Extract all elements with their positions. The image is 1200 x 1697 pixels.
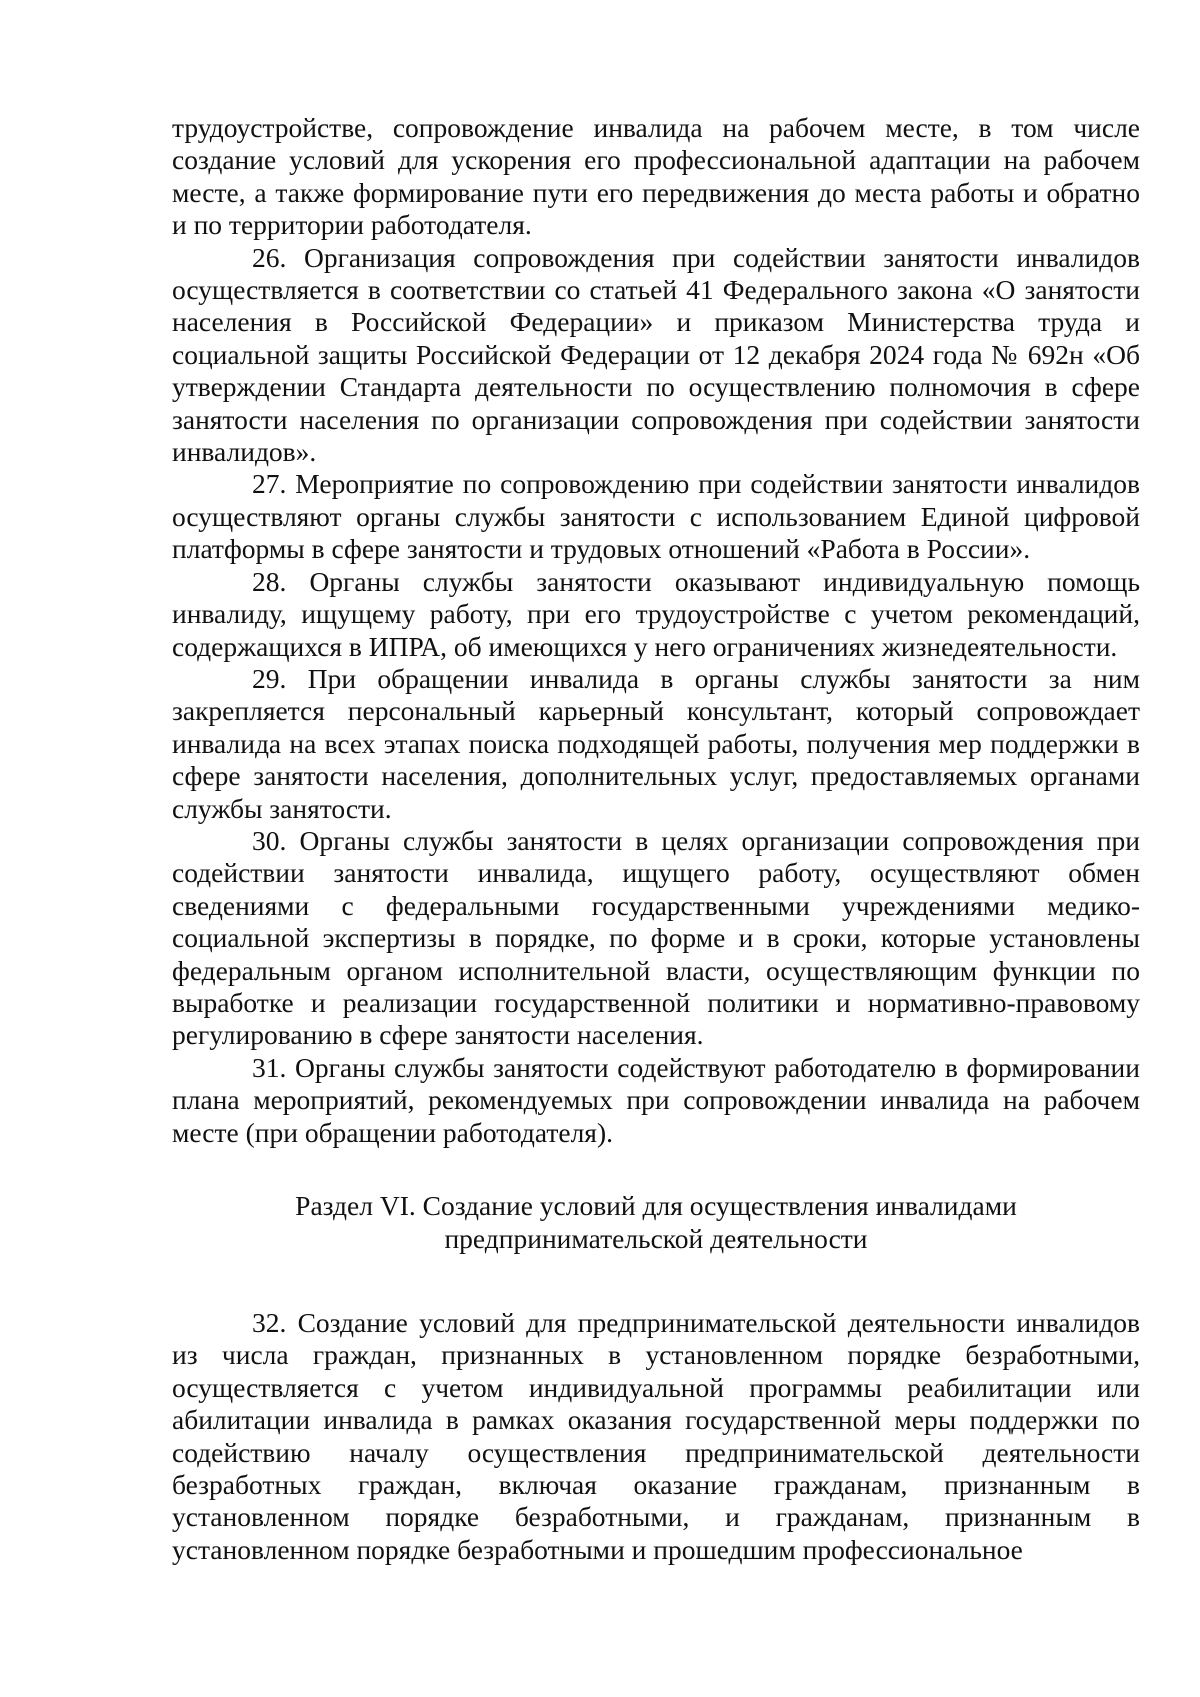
paragraph-28: 28. Органы службы занятости оказывают индивидуальную помощь инвалиду, ищущему работу, при его трудоустройстве с учетом рекомендаций, содержащихся в ИПРА, об имеющихся у него ограничениях жизнедеятельности. bbox=[172, 565, 1140, 662]
paragraph-30: 30. Органы службы занятости в целях организации сопровождения при содействии занятости инвалида, ищущего работу, осуществляют обмен сведениями с федеральными государственными учреждениями медико-социальной экспертизы в порядке, по форме и в сроки, которые установлены федеральным органом исполнительной власти, осуществляющим функции по выработке и реализации государственной политики и нормативно-правовому регулированию в сфере занятости населения. bbox=[172, 824, 1140, 1051]
section-heading-line-2: предпринимательской деятельности bbox=[444, 1223, 868, 1254]
paragraph-26: 26. Организация сопровождения при содействии занятости инвалидов осуществляется в соответствии со статьей 41 Федерального закона «О занятости населения в Российской Федерации» и приказом Министерства труда и социальной защиты Российской Федерации от 12 декабря 2024 года № 692н «Об утверждении Стандарта деятельности по осуществлению полномочия в сфере занятости населения по организации сопровождения при содействии занятости инвалидов». bbox=[172, 241, 1140, 468]
paragraph-31: 31. Органы службы занятости содействуют работодателю в формировании плана мероприятий, рекомендуемых при сопровождении инвалида на рабочем месте (при обращении работодателя). bbox=[172, 1051, 1140, 1148]
paragraph-continuation: трудоустройстве, сопровождение инвалида на рабочем месте, в том числе создание условий для ускорения его профессиональной адаптации на рабочем месте, а также формирование пути его передвижения до места работы и обратно и по территории работодателя. bbox=[172, 112, 1140, 241]
paragraph-32: 32. Создание условий для предпринимательской деятельности инвалидов из числа граждан, признанных в установленном порядке безработными, осуществляется с учетом индивидуальной программы реабилитации или абилитации инвалида в рамках оказания государственной меры поддержки по содействию началу осуществления предпринимательской деятельности безработных граждан, включая оказание гражданам, признанным в установленном порядке безработными, и гражданам, признанным в установленном порядке безработными и прошедшим профессиональное bbox=[172, 1307, 1140, 1565]
paragraph-29: 29. При обращении инвалида в органы службы занятости за ним закрепляется персональный карьерный консультант, который сопровождает инвалида на всех этапах поиска подходящей работы, получения мер поддержки в сфере занятости населения, дополнительных услуг, предоставляемых органами службы занятости. bbox=[172, 662, 1140, 824]
paragraph-27: 27. Мероприятие по сопровождению при содействии занятости инвалидов осуществляют органы службы занятости с использованием Единой цифровой платформы в сфере занятости и трудовых отношений «Работа в России». bbox=[172, 468, 1140, 565]
document-page bbox=[172, 112, 1140, 1566]
section-heading bbox=[172, 1189, 1140, 1255]
section-heading-line-1: Раздел VI. Создание условий для осуществления инвалидами bbox=[295, 1190, 1017, 1221]
